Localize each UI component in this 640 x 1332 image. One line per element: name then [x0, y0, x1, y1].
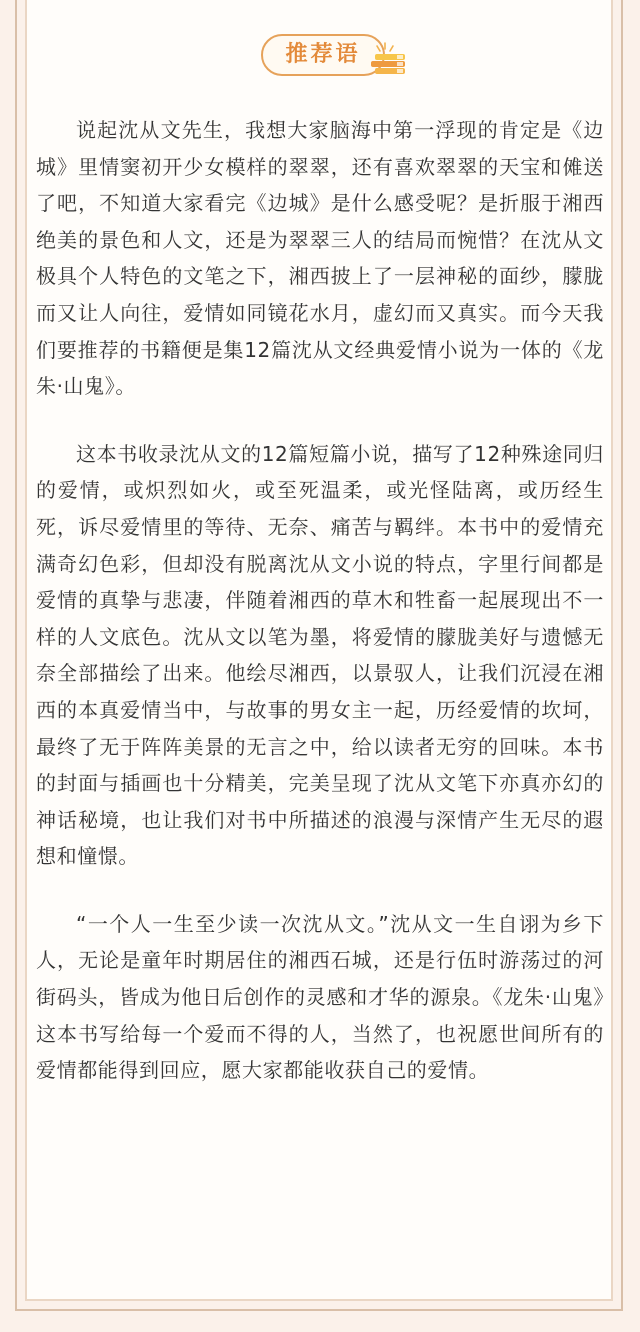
books-stack-icon: [367, 42, 411, 82]
paragraph-book-summary: 这本书收录沈从文的12篇短篇小说，描写了12种殊途同归的爱情，或炽烈如火，或至死温柔，或光怪陆离，或历经生死，诉尽爱情里的等待、无奈、痛苦与羁绊。本书中的爱情充满奇幻色彩，但却没有脱离沈从文小说的特点，字里行间都是爱情的真挚与悲凄，伴随着湘西的草木和牲畜一起展现出不一样的人文底色。沈从文以笔为墨，将爱情的朦胧美好与遗憾无奈全部描绘了出来。他绘尽湘西，以景驭人，让我们沉浸在湘西的本真爱情当中，与故事的男女主一起，历经爱情的坎坷，最终了无于阵阵美景的无言之中，给以读者无穷的回味。本书的封面与插画也十分精美，完美呈现了沈从文笔下亦真亦幻的神话秘境，也让我们对书中所描述的浪漫与深情产生无尽的遐想和憧憬。: [36, 441, 604, 869]
paragraph-intro: 说起沈从文先生，我想大家脑海中第一浮现的肯定是《边城》里情窦初开少女模样的翠翠，还有喜欢翠翠的天宝和傩送了吧，不知道大家看完《边城》是什么感受呢？是折服于湘西绝美的景色和人文，还是为翠翠三人的结局而惋惜？在沈从文极具个人特色的文笔之下，湘西披上了一层神秘的面纱，朦胧而又让人向往，爱情如同镜花水月，虚幻而又真实。而今天我们要推荐的书籍便是集12篇沈从文经典爱情小说为一体的《龙朱·山鬼》。: [36, 118, 604, 399]
article-body: [36, 112, 604, 1120]
section-title: 推荐语: [285, 42, 361, 67]
section-title-badge: [261, 30, 393, 80]
paragraph-closing: “一个人一生至少读一次沈从文。”沈从文一生自诩为乡下人，无论是童年时期居住的湘西石城，还是行伍时游荡过的河街码头，皆成为他日后创作的灵感和才华的源泉。《龙朱·山鬼》这本书写给每一个爱而不得的人，当然了，也祝愿世间所有的爱情都能得到回应，愿大家都能收获自己的爱情。: [36, 911, 604, 1083]
